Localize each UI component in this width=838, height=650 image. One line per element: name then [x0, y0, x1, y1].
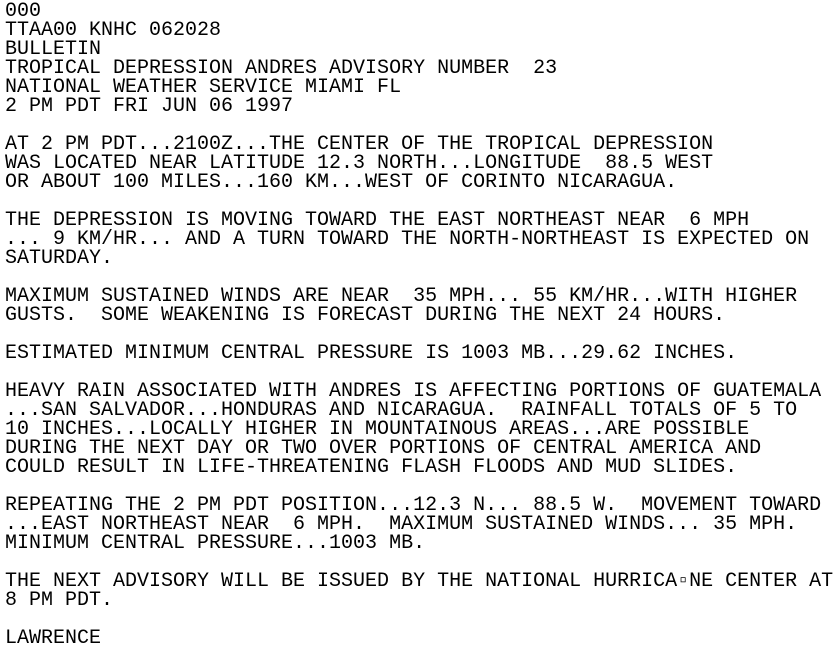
bulletin-line: DURING THE NEXT DAY OR TWO OVER PORTIONS OF CENTRAL AMERICA AND — [5, 437, 762, 460]
bulletin-line: MAXIMUM SUSTAINED WINDS ARE NEAR 35 MPH... 55 KM/HR...WITH HIGHER — [5, 285, 798, 308]
bulletin-line: REPEATING THE 2 PM PDT POSITION...12.3 N... 88.5 W. MOVEMENT TOWARD — [5, 494, 822, 517]
bulletin-line: BULLETIN — [5, 38, 102, 61]
bulletin-line: 8 PM PDT. — [5, 589, 114, 612]
bulletin-line: WAS LOCATED NEAR LATITUDE 12.3 NORTH...LONGITUDE 88.5 WEST — [5, 152, 714, 175]
blank-line — [5, 610, 833, 629]
bulletin-line: COULD RESULT IN LIFE-THREATENING FLASH FLOODS AND MUD SLIDES. — [5, 456, 738, 479]
bulletin-line: AT 2 PM PDT...2100Z...THE CENTER OF THE TROPICAL DEPRESSION — [5, 133, 714, 156]
bulletin-line: MINIMUM CENTRAL PRESSURE...1003 MB. — [5, 532, 426, 555]
bulletin-line: OR ABOUT 100 MILES...160 KM...WEST OF CORINTO NICARAGUA. — [5, 171, 678, 194]
bulletin-line: SATURDAY. — [5, 247, 114, 270]
bulletin-line: LAWRENCE — [5, 627, 102, 650]
bulletin-line: NATIONAL WEATHER SERVICE MIAMI FL — [5, 76, 402, 99]
bulletin-line: THE DEPRESSION IS MOVING TOWARD THE EAST NORTHEAST NEAR 6 MPH — [5, 209, 750, 232]
bulletin-line: ...SAN SALVADOR...HONDURAS AND NICARAGUA. RAINFALL TOTALS OF 5 TO — [5, 399, 798, 422]
bulletin-line: ESTIMATED MINIMUM CENTRAL PRESSURE IS 1003 MB...29.62 INCHES. — [5, 342, 738, 365]
bulletin-line: THE NEXT ADVISORY WILL BE ISSUED BY THE NATIONAL HURRICA▫NE CENTER AT — [5, 570, 834, 593]
bulletin-line: 000 — [5, 0, 42, 23]
bulletin-line: 2 PM PDT FRI JUN 06 1997 — [5, 95, 294, 118]
bulletin-line: TROPICAL DEPRESSION ANDRES ADVISORY NUMBER 23 — [5, 57, 558, 80]
bulletin-line: GUSTS. SOME WEAKENING IS FORECAST DURING THE NEXT 24 HOURS. — [5, 304, 726, 327]
bulletin-line: ... 9 KM/HR... AND A TURN TOWARD THE NORTH-NORTHEAST IS EXPECTED ON — [5, 228, 810, 251]
bulletin-line: TTAA00 KNHC 062028 — [5, 19, 222, 42]
advisory-bulletin-text — [5, 2, 833, 648]
bulletin-line: ...EAST NORTHEAST NEAR 6 MPH. MAXIMUM SUSTAINED WINDS... 35 MPH. — [5, 513, 798, 536]
bulletin-line: HEAVY RAIN ASSOCIATED WITH ANDRES IS AFFECTING PORTIONS OF GUATEMALA — [5, 380, 822, 403]
bulletin-line: 10 INCHES...LOCALLY HIGHER IN MOUNTAINOUS AREAS...ARE POSSIBLE — [5, 418, 750, 441]
